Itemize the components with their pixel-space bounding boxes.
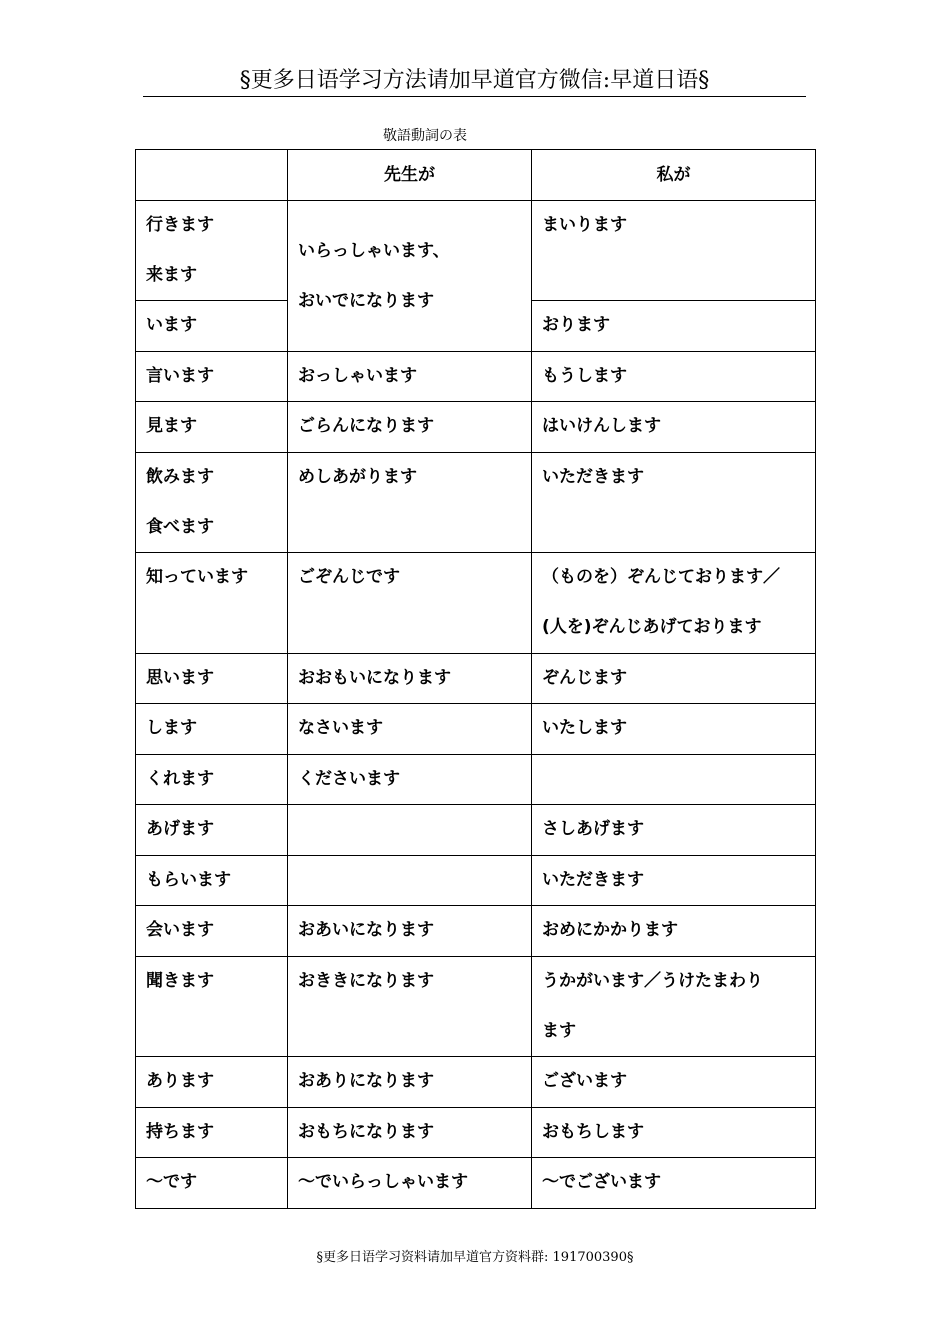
table-row: [136, 957, 816, 1057]
verb-text: あります: [146, 1071, 214, 1091]
me-cell: [532, 1057, 816, 1108]
me-text: おります: [542, 315, 610, 335]
verb-text: います: [146, 315, 197, 335]
teacher-cell: [288, 654, 532, 704]
me-cell: [532, 553, 816, 654]
me-text: （ものを）ぞんじております／: [542, 567, 780, 587]
me-cell: [532, 654, 816, 704]
table-row: [136, 201, 816, 301]
verb-text: 行きます: [146, 215, 214, 235]
me-cell: [532, 1108, 816, 1158]
me-text: まいります: [542, 215, 627, 235]
verb-text: ～です: [146, 1172, 197, 1192]
me-cell: [532, 201, 816, 301]
verb-text: あげます: [146, 819, 214, 839]
verb-cell: [136, 1158, 288, 1209]
table-caption: 敬語動詞の表: [383, 128, 467, 144]
verb-text: します: [146, 718, 197, 738]
verb-cell: [136, 352, 288, 402]
me-text: おもちします: [542, 1122, 644, 1142]
verb-text: 飲みます: [146, 467, 214, 487]
teacher-cell: [288, 553, 532, 654]
teacher-cell: [288, 805, 532, 856]
header-me: 私が: [532, 150, 816, 201]
me-text: いただきます: [542, 870, 644, 890]
verb-text: 聞きます: [146, 971, 214, 991]
table-row: [136, 906, 816, 957]
me-cell: [532, 856, 816, 906]
teacher-text: いらっしゃいます、: [298, 241, 450, 261]
me-text: おめにかかります: [542, 920, 678, 940]
verb-text: 来ます: [146, 265, 197, 285]
me-cell: [532, 805, 816, 856]
teacher-text: ごぞんじです: [298, 567, 400, 587]
teacher-text: くださいます: [298, 769, 400, 789]
table-row: [136, 1158, 816, 1209]
teacher-cell: [288, 704, 532, 755]
teacher-cell: [288, 352, 532, 402]
table-row: [136, 654, 816, 704]
verb-text: 会います: [146, 920, 214, 940]
verb-text: 言います: [146, 366, 214, 386]
table-row: [136, 402, 816, 453]
me-text: うかがいます／うけたまわり: [542, 971, 763, 991]
verb-cell: [136, 1057, 288, 1108]
teacher-text: なさいます: [298, 718, 383, 738]
me-text: ぞんじます: [542, 668, 627, 688]
teacher-cell: [288, 856, 532, 906]
table-row: [136, 553, 816, 654]
me-cell: [532, 1158, 816, 1209]
teacher-text: おありになります: [298, 1071, 434, 1091]
me-cell: [532, 704, 816, 755]
teacher-text: おっしゃいます: [298, 366, 417, 386]
table-row: [136, 1108, 816, 1158]
verb-cell: [136, 805, 288, 856]
me-text: いただきます: [542, 467, 644, 487]
teacher-text: おおもいになります: [298, 668, 451, 688]
teacher-cell: [288, 1057, 532, 1108]
teacher-cell: [288, 755, 532, 805]
page-footer: §更多日语学习资料请加早道官方资料群: 191700390§: [316, 1250, 634, 1265]
verb-cell: [136, 957, 288, 1057]
verb-cell: [136, 704, 288, 755]
teacher-cell: [288, 201, 532, 352]
header-divider: [143, 96, 806, 97]
table-header-row: [136, 150, 816, 201]
header-teacher: 先生が: [288, 150, 532, 201]
me-cell: [532, 755, 816, 805]
table-row: [136, 1057, 816, 1108]
table-row: [136, 805, 816, 856]
verb-cell: [136, 402, 288, 453]
me-text: (人を)ぞんじあげております: [542, 617, 762, 637]
verb-cell: [136, 1108, 288, 1158]
verb-cell: [136, 301, 288, 352]
header-blank-cell: [136, 150, 288, 201]
table-row: [136, 704, 816, 755]
teacher-cell: [288, 1108, 532, 1158]
verb-cell: [136, 654, 288, 704]
verb-cell: [136, 856, 288, 906]
verb-cell: [136, 453, 288, 553]
verb-text: くれます: [146, 769, 214, 789]
teacher-text: ～でいらっしゃいます: [298, 1172, 468, 1192]
verb-text: 見ます: [146, 416, 197, 436]
verb-text: 食べます: [146, 517, 214, 537]
verb-cell: [136, 755, 288, 805]
me-cell: [532, 301, 816, 352]
teacher-text: ごらんになります: [298, 416, 434, 436]
verb-cell: [136, 201, 288, 301]
teacher-cell: [288, 402, 532, 453]
teacher-cell: [288, 1158, 532, 1209]
me-cell: [532, 957, 816, 1057]
honorific-verb-table: [135, 149, 816, 1209]
teacher-text: めしあがります: [298, 467, 417, 487]
me-text: ます: [542, 1021, 576, 1041]
verb-text: 知っています: [146, 567, 248, 587]
me-cell: [532, 453, 816, 553]
table-row: [136, 453, 816, 553]
me-text: さしあげます: [542, 819, 644, 839]
verb-text: 持ちます: [146, 1122, 214, 1142]
verb-text: 思います: [146, 668, 214, 688]
teacher-cell: [288, 453, 532, 553]
me-text: もうします: [542, 366, 627, 386]
me-cell: [532, 906, 816, 957]
teacher-text: おききになります: [298, 971, 434, 991]
teacher-cell: [288, 906, 532, 957]
table-row: [136, 352, 816, 402]
verb-cell: [136, 906, 288, 957]
me-text: はいけんします: [542, 416, 661, 436]
table-row: [136, 755, 816, 805]
verb-text: もらいます: [146, 870, 231, 890]
me-text: ございます: [542, 1071, 627, 1091]
me-cell: [532, 352, 816, 402]
verb-cell: [136, 553, 288, 654]
me-text: ～でございます: [542, 1172, 661, 1192]
teacher-text: おもちになります: [298, 1122, 434, 1142]
me-text: いたします: [542, 718, 627, 738]
teacher-cell: [288, 957, 532, 1057]
teacher-text: おいでになります: [298, 291, 434, 311]
table-row: [136, 856, 816, 906]
me-cell: [532, 402, 816, 453]
teacher-text: おあいになります: [298, 920, 434, 940]
page-header: §更多日语学习方法请加早道官方微信:早道日语§: [239, 68, 710, 93]
